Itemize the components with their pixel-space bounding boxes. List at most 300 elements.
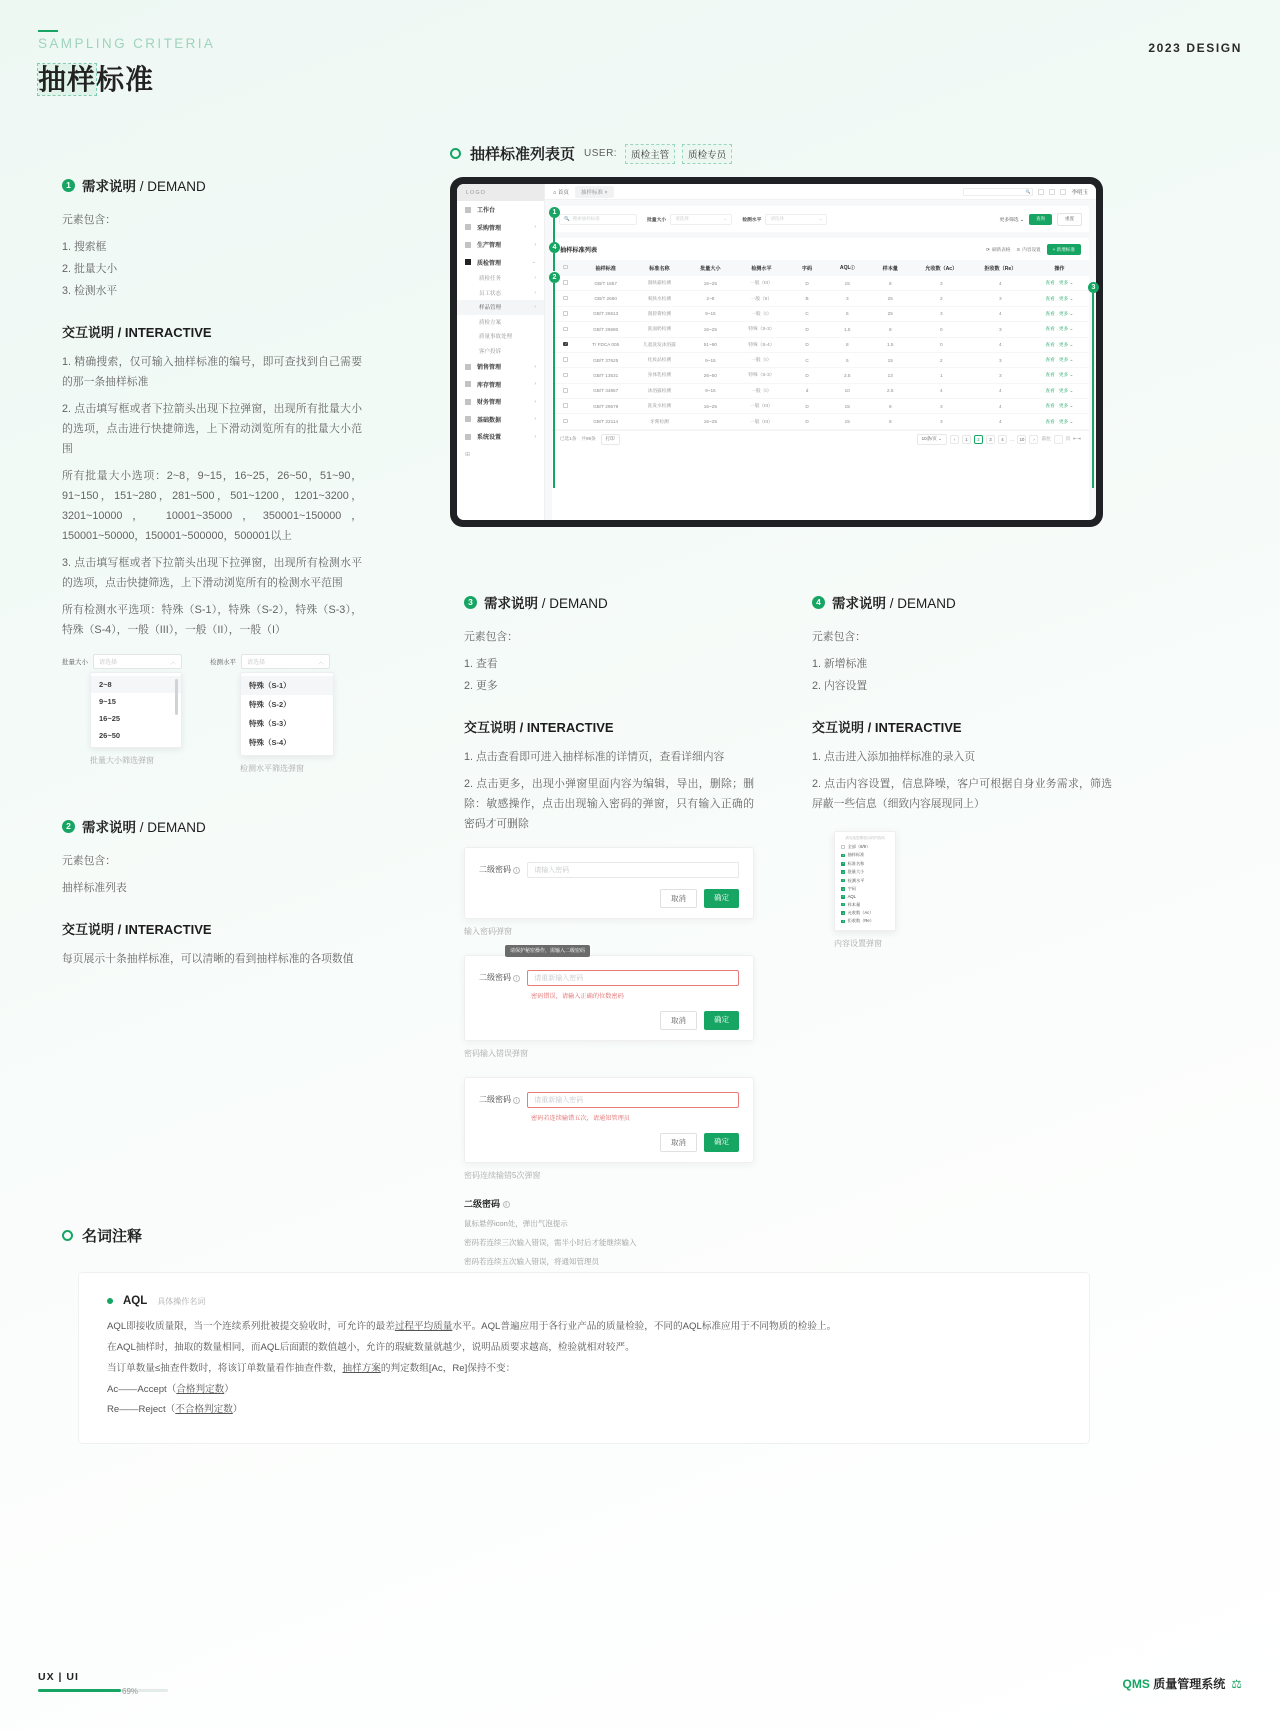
cell-actions bbox=[1030, 291, 1089, 306]
checkbox-icon[interactable] bbox=[841, 854, 845, 858]
footer-left bbox=[38, 1671, 168, 1692]
cell-sample: 13 bbox=[869, 368, 912, 383]
view-link[interactable]: 查看 bbox=[1045, 326, 1055, 332]
cell-ac: 0 bbox=[912, 322, 971, 337]
row-checkbox[interactable] bbox=[563, 342, 568, 347]
info-icon[interactable]: i bbox=[513, 1097, 520, 1104]
query-button[interactable]: 查询 bbox=[1029, 214, 1052, 225]
table-row[interactable] bbox=[552, 322, 1089, 337]
app-sidebar bbox=[457, 184, 545, 520]
cell-code: D bbox=[788, 337, 826, 352]
row-checkbox[interactable] bbox=[563, 311, 568, 316]
page-button[interactable]: 4 bbox=[998, 435, 1007, 444]
password-label: 二级密码 i bbox=[479, 972, 520, 983]
app-topbar bbox=[545, 184, 1096, 200]
content-settings-button[interactable]: ⊙ 内容设置 bbox=[1016, 246, 1041, 252]
sidebar-item-purchase[interactable] bbox=[457, 219, 544, 237]
row-checkbox-cell[interactable] bbox=[552, 414, 579, 429]
page-ellipsis: … bbox=[1009, 436, 1015, 442]
s4-paragraph: 2. 点击内容设置，信息降噪，客户可根据自身业务需求，筛选屏蔽一些信息（细致内容展现同上） bbox=[812, 777, 1112, 810]
page-title-rest: 标准 bbox=[96, 64, 155, 95]
content-settings-popup[interactable] bbox=[834, 831, 896, 931]
table-actions bbox=[986, 244, 1081, 255]
cell-re: 3 bbox=[971, 322, 1030, 337]
cell-standard: GB/T 26513 bbox=[579, 306, 633, 321]
cell-standard: GB/T 34857 bbox=[579, 383, 633, 398]
cell-ac: 3 bbox=[912, 306, 971, 321]
section-1-number: 1 bbox=[62, 179, 75, 192]
sidebar-subitem-staff[interactable] bbox=[457, 286, 544, 301]
more-filters-link[interactable]: 更多筛选 ⌄ bbox=[999, 217, 1024, 223]
level-placeholder: 请选择 bbox=[247, 660, 266, 667]
col-name[interactable]: 标准名称 bbox=[633, 260, 687, 276]
table-row[interactable] bbox=[552, 291, 1089, 306]
s2-paragraph: 每页展示十条抽样标准，可以清晰的看到抽样标准的各项数值 bbox=[62, 953, 354, 966]
bell-icon[interactable] bbox=[1038, 189, 1044, 195]
cell-re: 3 bbox=[971, 368, 1030, 383]
s4-element-item: 2. 内容设置 bbox=[812, 679, 868, 692]
section-3-title: 需求说明 / DEMAND bbox=[484, 596, 608, 611]
level-option[interactable]: 特殊（S-4） bbox=[249, 738, 291, 748]
device-frame bbox=[450, 177, 1103, 527]
s1-interactive-title: 交互说明 / INTERACTIVE bbox=[62, 324, 212, 340]
page-button-current[interactable]: 2 bbox=[974, 435, 983, 444]
col-re[interactable]: 拒收数（Re） bbox=[971, 260, 1030, 276]
chevron-right-icon: › bbox=[534, 398, 536, 405]
password-row bbox=[479, 862, 739, 878]
content-settings-item[interactable] bbox=[835, 900, 895, 908]
batch-option[interactable]: 26~50 bbox=[99, 731, 121, 741]
jump-input[interactable] bbox=[1054, 435, 1063, 444]
level-input[interactable] bbox=[241, 654, 330, 669]
s1-level-options: 所有检测水平选项：特殊（S-1），特殊（S-2），特殊（S-3），特殊（S-4），一般（III），一般（II），一般（I） bbox=[62, 603, 362, 636]
tab-sampling-standard[interactable]: 抽样标准 × bbox=[575, 186, 614, 198]
cell-level: 一般（II） bbox=[735, 291, 789, 306]
info-icon[interactable]: i bbox=[513, 867, 520, 874]
content-settings-caption: 内容设置弹窗 bbox=[834, 938, 882, 948]
cell-standard: GB/T 29680 bbox=[579, 322, 633, 337]
row-checkbox[interactable] bbox=[563, 388, 568, 393]
glossary-paragraph-2: 在AQL抽样时，抽取的数量相同，而AQL后面跟的数值越小，允许的瑕疵数量就越少，说明品质要求越高，检验就相对较严。 bbox=[107, 1341, 635, 1353]
view-link[interactable]: 查看 bbox=[1045, 387, 1055, 393]
content-settings-item[interactable] bbox=[835, 868, 895, 876]
mock-header bbox=[450, 143, 1110, 164]
cell-code: d bbox=[788, 383, 826, 398]
content-settings-item[interactable] bbox=[835, 843, 895, 851]
level-dropdown-caption: 检测水平筛选弹窗 bbox=[240, 764, 304, 774]
more-link[interactable]: 更多 ⌄ bbox=[1058, 403, 1074, 409]
view-link[interactable]: 查看 bbox=[1045, 295, 1055, 301]
col-batch[interactable]: 批量大小 bbox=[686, 260, 734, 276]
chevron-down-icon: ⌄ bbox=[818, 216, 823, 221]
last-page-button[interactable]: 10 bbox=[1017, 435, 1026, 444]
filter-level-select[interactable]: 请选择 ⌄ bbox=[765, 214, 827, 225]
col-sample[interactable]: 样本量 bbox=[869, 260, 912, 276]
checkbox-icon[interactable] bbox=[841, 887, 845, 891]
cell-re: 3 bbox=[971, 352, 1030, 367]
callout-line-2 bbox=[553, 283, 555, 488]
glossary-paragraph-3: 当订单数量≤抽查件数时，将该订单数量看作抽查件数，抽样方案的判定数组[Ac，Re]保持不变： bbox=[107, 1362, 516, 1374]
row-checkbox[interactable] bbox=[563, 296, 568, 301]
cell-sample: 8 bbox=[869, 414, 912, 429]
cell-actions bbox=[1030, 352, 1089, 367]
chevron-right-icon: › bbox=[534, 381, 536, 388]
password-tooltip: 请保护秘密操作，需输入二级密码 bbox=[505, 945, 590, 957]
sidebar-item-label: 采购管理 bbox=[477, 225, 502, 232]
username-label: 李明玉 bbox=[1071, 189, 1088, 196]
content-settings-item-label: 批量大小 bbox=[847, 869, 865, 875]
cancel-button[interactable]: 取消 bbox=[660, 889, 697, 908]
table-row[interactable] bbox=[552, 399, 1089, 414]
more-link[interactable]: 更多 ⌄ bbox=[1058, 310, 1074, 316]
cell-aql: 3 bbox=[826, 291, 869, 306]
s2-interactive-title: 交互说明 / INTERACTIVE bbox=[62, 922, 212, 938]
table-row[interactable] bbox=[552, 414, 1089, 429]
more-link[interactable]: 更多 ⌄ bbox=[1058, 372, 1074, 378]
col-level[interactable]: 检测水平 bbox=[735, 260, 789, 276]
cell-batch: 9~15 bbox=[686, 383, 734, 398]
more-link[interactable]: 更多 ⌄ bbox=[1058, 357, 1074, 363]
row-checkbox[interactable] bbox=[563, 403, 568, 408]
password-notes-title: 二级密码 i bbox=[464, 1197, 754, 1210]
page-footer bbox=[38, 1671, 1242, 1697]
glossary-paragraph-5: Re——Reject（不合格判定数） bbox=[107, 1404, 243, 1416]
page-button[interactable]: 1 bbox=[962, 435, 971, 444]
content-settings-item-label: 标准名称 bbox=[847, 860, 865, 866]
sidebar-subitem-complaint[interactable] bbox=[457, 344, 544, 359]
content-settings-item[interactable] bbox=[835, 876, 895, 884]
sidebar-item-basedata[interactable] bbox=[457, 411, 544, 429]
refresh-table-button[interactable]: ⟳ 刷新表格 bbox=[986, 246, 1011, 252]
cell-ac: 3 bbox=[912, 399, 971, 414]
cell-re: 4 bbox=[971, 414, 1030, 429]
total-count: 共99条 bbox=[581, 436, 596, 442]
cell-level: 一般（III） bbox=[735, 414, 789, 429]
sidebar-item-label: 基础数据 bbox=[477, 417, 502, 424]
table-row[interactable] bbox=[552, 352, 1089, 367]
cell-re: 3 bbox=[971, 291, 1030, 306]
level-field[interactable] bbox=[210, 654, 330, 669]
table-header-row bbox=[552, 260, 1089, 276]
col-code[interactable]: 字码 bbox=[788, 260, 826, 276]
app-content bbox=[545, 184, 1096, 520]
cell-sample: 25 bbox=[869, 306, 912, 321]
password-input[interactable]: 请重新输入密码 bbox=[527, 1092, 739, 1108]
callout-line-4 bbox=[553, 253, 555, 271]
view-link[interactable]: 查看 bbox=[1045, 310, 1055, 316]
avatar[interactable] bbox=[1060, 189, 1066, 195]
dropdown-demo-row bbox=[62, 654, 362, 774]
password-label: 二级密码 i bbox=[479, 864, 520, 875]
sidebar-subitem-label: 样品管理 bbox=[479, 305, 502, 312]
checkbox-icon[interactable] bbox=[841, 879, 845, 883]
content-settings-item-label: 拒收数（Re） bbox=[847, 918, 874, 924]
view-link[interactable]: 查看 bbox=[1045, 357, 1055, 363]
table-body bbox=[552, 276, 1089, 429]
view-link[interactable]: 查看 bbox=[1045, 280, 1055, 286]
footer-uxui-label: UX | UI bbox=[38, 1671, 79, 1683]
view-link[interactable]: 查看 bbox=[1045, 403, 1055, 409]
more-link[interactable]: 更多 ⌄ bbox=[1058, 295, 1074, 301]
cell-batch: 16~25 bbox=[686, 399, 734, 414]
view-link[interactable]: 查看 bbox=[1045, 372, 1055, 378]
table-title: 抽样标准列表 bbox=[560, 247, 598, 254]
row-checkbox-cell[interactable] bbox=[552, 399, 579, 414]
callout-marker-4: 4 bbox=[549, 242, 560, 253]
level-option[interactable]: 特殊（S-1） bbox=[241, 676, 333, 695]
cell-code: D bbox=[788, 414, 826, 429]
cell-batch: 2~8 bbox=[686, 291, 734, 306]
level-dropdown-demo bbox=[210, 654, 330, 774]
next-page-button[interactable]: › bbox=[1029, 435, 1038, 444]
cell-aql: 15 bbox=[826, 414, 869, 429]
chevron-right-icon: › bbox=[534, 433, 536, 440]
chevron-right-icon: › bbox=[534, 224, 536, 231]
checkbox-icon[interactable] bbox=[841, 911, 845, 915]
standards-table bbox=[552, 260, 1089, 430]
content-settings-item-label: 检测水平 bbox=[847, 877, 865, 883]
cell-sample: 8 bbox=[869, 276, 912, 291]
prev-page-button[interactable]: ‹ bbox=[950, 435, 959, 444]
cell-sample: 25 bbox=[869, 291, 912, 306]
row-checkbox-cell[interactable] bbox=[552, 368, 579, 383]
user-label: USER: bbox=[584, 148, 618, 159]
checkbox-icon[interactable] bbox=[841, 845, 845, 849]
filter-batch-select[interactable]: 请选择 ⌄ bbox=[670, 214, 732, 225]
fit-icon[interactable]: ⇤⇥ bbox=[1073, 436, 1081, 442]
col-ac[interactable]: 允收数（Ac） bbox=[912, 260, 971, 276]
s4-element-item: 1. 新增标准 bbox=[812, 657, 868, 670]
cell-ac: 2 bbox=[912, 352, 971, 367]
batch-size-options-panel[interactable] bbox=[90, 672, 182, 748]
more-link[interactable]: 更多 ⌄ bbox=[1058, 341, 1074, 347]
confirm-button[interactable]: 确定 bbox=[704, 1011, 739, 1030]
content-settings-item[interactable] bbox=[835, 917, 895, 925]
cell-aql: 8 bbox=[826, 337, 869, 352]
content-settings-item[interactable] bbox=[835, 885, 895, 893]
section-2-number: 2 bbox=[62, 820, 75, 833]
pagination-bar bbox=[552, 430, 1089, 448]
row-checkbox-cell[interactable] bbox=[552, 383, 579, 398]
sidebar-item-label: 工作台 bbox=[477, 208, 496, 215]
checkbox-icon[interactable] bbox=[841, 903, 845, 907]
row-checkbox-cell[interactable] bbox=[552, 352, 579, 367]
cell-batch: 9~15 bbox=[686, 306, 734, 321]
col-aql[interactable]: AQLⓘ bbox=[826, 260, 869, 276]
sidebar-subitem-label: 质检方案 bbox=[479, 319, 502, 326]
cell-level: 一般（I） bbox=[735, 306, 789, 321]
level-option[interactable]: 特殊（S-2） bbox=[249, 700, 291, 710]
sidebar-item-inventory[interactable] bbox=[457, 376, 544, 394]
scrollbar-thumb[interactable] bbox=[175, 679, 178, 715]
more-link[interactable]: 更多 ⌄ bbox=[1058, 387, 1074, 393]
progress-bar bbox=[38, 1689, 168, 1692]
s1-element-item: 2. 批量大小 bbox=[62, 262, 118, 275]
cell-aql: 10 bbox=[826, 383, 869, 398]
info-icon[interactable]: i bbox=[513, 975, 520, 982]
reset-button[interactable]: 重置 bbox=[1057, 213, 1082, 226]
row-checkbox-cell[interactable] bbox=[552, 291, 579, 306]
confirm-button[interactable]: 确定 bbox=[704, 1133, 739, 1152]
sidebar-subitem-incident[interactable] bbox=[457, 329, 544, 344]
print-button[interactable]: 打印 bbox=[601, 434, 620, 445]
cell-name: 牙膏检测 bbox=[633, 414, 687, 429]
section-2-header bbox=[62, 816, 362, 836]
sidebar-item-quality[interactable] bbox=[457, 254, 544, 272]
row-checkbox[interactable] bbox=[563, 327, 568, 332]
level-option[interactable]: 特殊（S-3） bbox=[249, 719, 291, 729]
cell-name: 洗面奶检测 bbox=[633, 322, 687, 337]
table-row[interactable] bbox=[552, 368, 1089, 383]
password-input[interactable]: 请重新输入密码 bbox=[527, 970, 739, 986]
progress-fill bbox=[38, 1689, 121, 1692]
level-options-panel[interactable] bbox=[240, 672, 334, 756]
chevron-right-icon: › bbox=[534, 416, 536, 423]
page-size-select[interactable]: 10条/页 ⌄ bbox=[917, 434, 947, 445]
section-3-header bbox=[464, 592, 754, 612]
search-placeholder: 搜索抽样标准 bbox=[572, 216, 600, 221]
search-standard-input[interactable]: 🔍 搜索抽样标准 bbox=[559, 214, 637, 225]
s3-paragraph: 1. 点击查看即可进入抽样标准的详情页，查看详细内容 bbox=[464, 750, 725, 763]
cell-re: 4 bbox=[971, 383, 1030, 398]
page-title bbox=[38, 58, 154, 98]
batch-size-field[interactable] bbox=[62, 654, 182, 669]
row-checkbox[interactable] bbox=[563, 373, 568, 378]
cell-actions bbox=[1030, 383, 1089, 398]
column-left bbox=[62, 175, 362, 977]
cell-ac: 4 bbox=[912, 383, 971, 398]
password-input[interactable]: 请输入密码 bbox=[527, 862, 739, 878]
password-row bbox=[479, 970, 739, 986]
table-row[interactable] bbox=[552, 276, 1089, 291]
global-search-input[interactable]: 🔍 bbox=[963, 188, 1033, 196]
checkbox-icon[interactable] bbox=[841, 862, 845, 866]
footer-brand: QMS 质量管理系统 bbox=[1122, 1677, 1226, 1691]
row-checkbox-cell[interactable] bbox=[552, 306, 579, 321]
content-settings-item[interactable] bbox=[835, 851, 895, 859]
close-icon: × bbox=[604, 189, 608, 196]
page-header bbox=[38, 36, 1242, 106]
info-icon: i bbox=[503, 1201, 510, 1208]
info-icon: ⓘ bbox=[850, 265, 855, 270]
chevron-up-icon: ︿ bbox=[169, 660, 176, 667]
batch-size-label: 批量大小 bbox=[62, 659, 88, 667]
s4-interactive-title: 交互说明 / INTERACTIVE bbox=[812, 719, 962, 735]
checkbox-icon[interactable] bbox=[841, 920, 845, 924]
content-settings-item[interactable] bbox=[835, 909, 895, 917]
table-row[interactable] bbox=[552, 337, 1089, 352]
cell-code: D bbox=[788, 368, 826, 383]
sidebar-subitem-plan[interactable] bbox=[457, 315, 544, 330]
more-link[interactable]: 更多 ⌄ bbox=[1058, 280, 1074, 286]
content-settings-item[interactable] bbox=[835, 860, 895, 868]
square-icon bbox=[465, 399, 471, 405]
batch-option[interactable]: 16~25 bbox=[99, 714, 121, 724]
row-checkbox[interactable] bbox=[563, 280, 568, 285]
content-settings-item[interactable] bbox=[835, 893, 895, 900]
cell-ac: 3 bbox=[912, 276, 971, 291]
select-all-checkbox[interactable] bbox=[563, 265, 568, 270]
batch-size-input[interactable] bbox=[93, 654, 182, 669]
cell-batch: 16~25 bbox=[686, 414, 734, 429]
checkbox-icon[interactable] bbox=[841, 895, 845, 899]
topbar-right bbox=[963, 188, 1088, 196]
table-row[interactable] bbox=[552, 383, 1089, 398]
sidebar-item-finance[interactable] bbox=[457, 393, 544, 411]
cell-aql: 5 bbox=[826, 352, 869, 367]
filter-batch-group bbox=[647, 214, 732, 225]
view-link[interactable]: 查看 bbox=[1045, 418, 1055, 424]
column-right bbox=[812, 592, 1112, 949]
add-standard-button[interactable]: + 新增标准 bbox=[1047, 244, 1081, 255]
view-link[interactable]: 查看 bbox=[1045, 341, 1055, 347]
cell-actions bbox=[1030, 306, 1089, 321]
row-checkbox-cell[interactable] bbox=[552, 322, 579, 337]
batch-option[interactable]: 2~8 bbox=[91, 676, 181, 693]
batch-option[interactable]: 9~15 bbox=[99, 697, 116, 707]
sidebar-item-sales[interactable] bbox=[457, 358, 544, 376]
cell-re: 4 bbox=[971, 306, 1030, 321]
row-checkbox-cell[interactable] bbox=[552, 337, 579, 352]
page-button[interactable]: 3 bbox=[986, 435, 995, 444]
content-settings-item-label: 抽样标准 bbox=[847, 852, 865, 858]
cell-name: 润唇膏检测 bbox=[633, 306, 687, 321]
cell-name: 沐浴露检测 bbox=[633, 383, 687, 398]
more-link[interactable]: 更多 ⌄ bbox=[1058, 326, 1074, 332]
grid-icon[interactable] bbox=[1049, 189, 1055, 195]
sidebar-item-workbench[interactable] bbox=[457, 201, 544, 219]
page-eyebrow: SAMPLING CRITERIA bbox=[38, 36, 216, 51]
batch-size-dropdown-demo bbox=[62, 654, 182, 774]
glossary-title: 名词注释 bbox=[82, 1228, 143, 1245]
square-icon bbox=[465, 434, 471, 440]
confirm-button[interactable]: 确定 bbox=[704, 889, 739, 908]
password-dialog-error bbox=[464, 948, 754, 1041]
table-header-bar bbox=[552, 238, 1089, 260]
table-card bbox=[552, 238, 1089, 520]
chevron-right-icon: › bbox=[534, 241, 536, 248]
cell-name: 爽肤水检测 bbox=[633, 291, 687, 306]
circle-marker-icon bbox=[450, 148, 461, 159]
table-row[interactable] bbox=[552, 306, 1089, 321]
checkbox-icon[interactable] bbox=[841, 870, 845, 874]
cancel-button[interactable]: 取消 bbox=[660, 1011, 697, 1030]
cell-code: D bbox=[788, 276, 826, 291]
more-link[interactable]: 更多 ⌄ bbox=[1058, 418, 1074, 424]
password-note: 鼠标悬停icon处，弹出气泡提示 bbox=[464, 1218, 568, 1228]
sidebar-item-settings[interactable] bbox=[457, 428, 544, 446]
password-note: 密码若连续三次输入错误，需半小时后才能继续输入 bbox=[464, 1237, 637, 1247]
s3-paragraph: 2. 点击更多，出现小弹窗里面内容为编辑，导出，删除；删除：敏感操作，点击出现输入密码的弹窗，只有输入正确的密码才可删除 bbox=[464, 777, 754, 830]
callout-line-3 bbox=[1092, 293, 1094, 488]
section-4-header bbox=[812, 592, 1112, 612]
square-icon bbox=[465, 364, 471, 370]
cancel-button[interactable]: 取消 bbox=[660, 1133, 697, 1152]
section-1-header bbox=[62, 175, 362, 195]
sidebar-item-production[interactable] bbox=[457, 236, 544, 254]
row-checkbox[interactable] bbox=[563, 357, 568, 362]
sidebar-subitem-sample[interactable] bbox=[457, 300, 544, 315]
sidebar-subitem-task[interactable] bbox=[457, 271, 544, 286]
breadcrumb-home[interactable]: ⌂ 首页 bbox=[553, 189, 569, 196]
filter-batch-label: 批量大小 bbox=[647, 217, 667, 223]
cell-batch: 51~90 bbox=[686, 337, 734, 352]
sidebar-collapse-icon[interactable]: ⊞ bbox=[465, 451, 471, 458]
row-checkbox[interactable] bbox=[563, 419, 568, 424]
cell-actions bbox=[1030, 322, 1089, 337]
cell-re: 4 bbox=[971, 399, 1030, 414]
col-standard[interactable]: 抽样标准 bbox=[579, 260, 633, 276]
